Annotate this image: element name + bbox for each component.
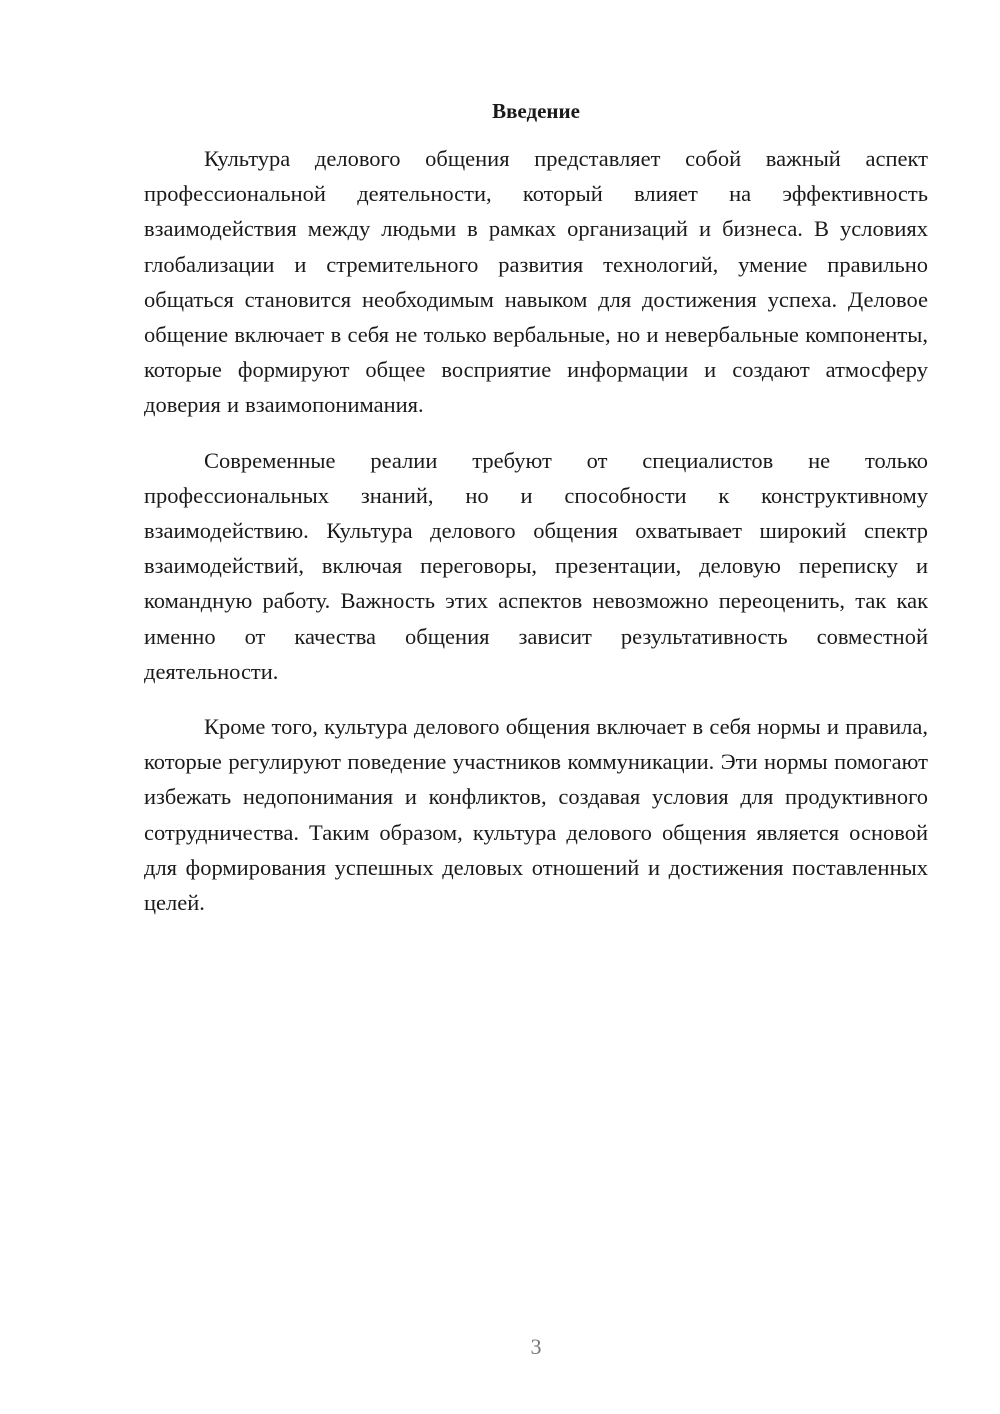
page-title: Введение: [492, 99, 580, 123]
paragraph-1: Культура делового общения представляет собой важный аспект профессиональной деятельности, который влияет на эффективность взаимодействия между людьми в рамках организаций и бизнеса. В условиях глобализации и стремительного развития технологий, умение правильно общаться становится необходимым навыком для достижения успеха. Деловое общение включает в себя не только вербальные, но и невербальные компоненты, которые формируют общее восприятие информации и создают атмосферу доверия и взаимопонимания.: [144, 146, 928, 418]
paragraph-2: Современные реалии требуют от специалистов не только профессиональных знаний, но и способности к конструктивному взаимодействию. Культура делового общения охватывает широкий спектр взаимодействий, включая переговоры, презентации, деловую переписку и командную работу. Важность этих аспектов невозможно переоценить, так как именно от качества общения зависит результативность совместной деятельности.: [144, 447, 928, 684]
paragraph-3: Кроме того, культура делового общения включает в себя нормы и правила, которые регулируют поведение участников коммуникации. Эти нормы помогают избежать недопонимания и конфликтов, создавая условия для продуктивного сотрудничества. Таким образом, культура делового общения является основой для формирования успешных деловых отношений и достижения поставленных целей.: [144, 714, 928, 916]
body-text: [144, 141, 928, 940]
page-number: 3: [530, 1334, 542, 1359]
